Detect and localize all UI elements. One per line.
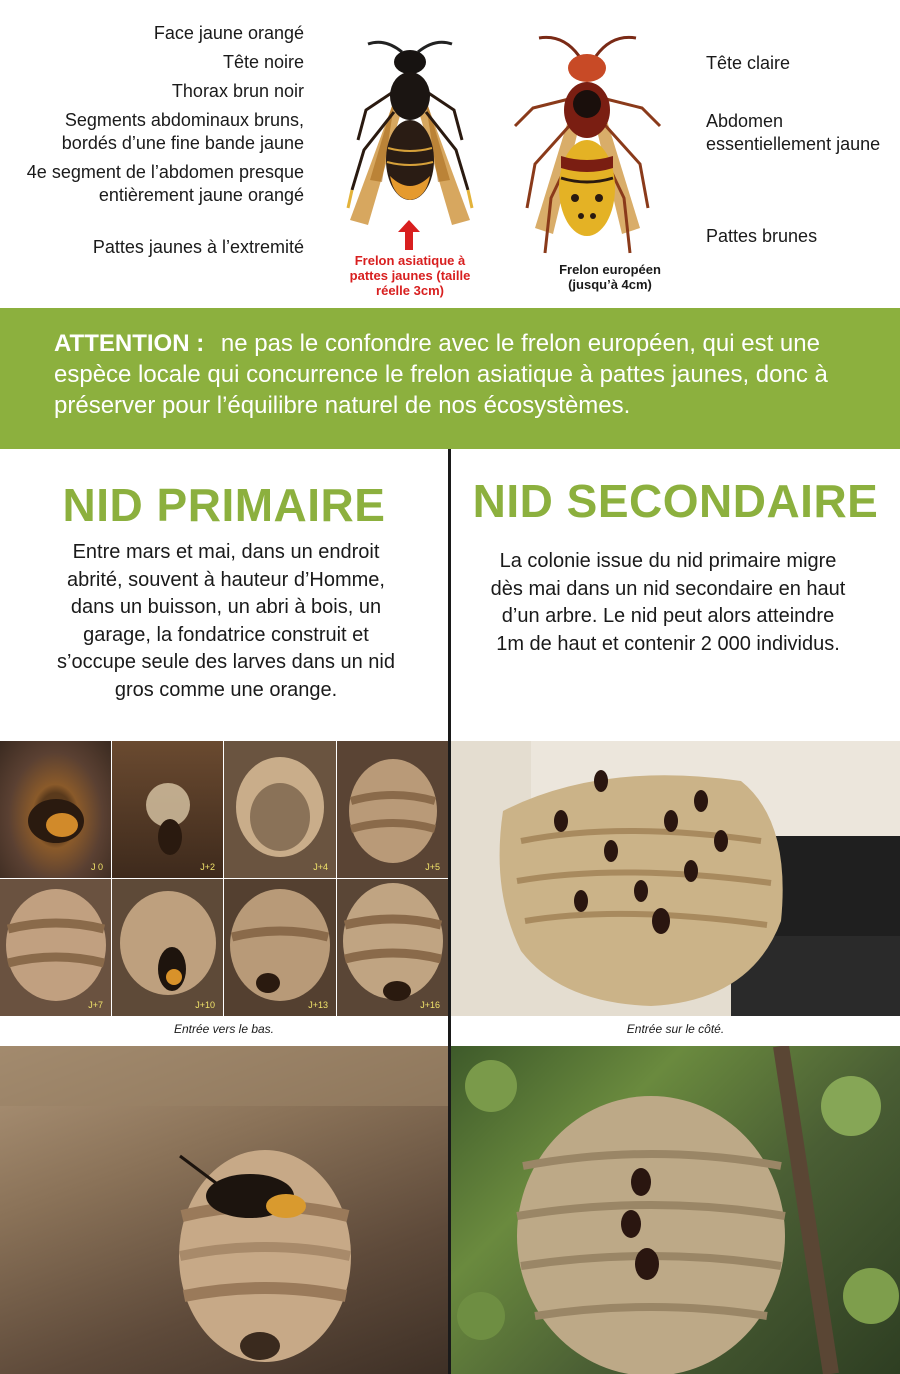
grid-photo-day-5 <box>337 741 448 878</box>
grid-label: J+13 <box>308 1000 328 1010</box>
arrow-up-icon <box>398 220 420 250</box>
trait-head: Tête noire <box>222 52 304 72</box>
asian-hornet-image <box>330 30 490 240</box>
grid-photo-day-16 <box>337 879 448 1016</box>
trait-thorax: Thorax brun noir <box>171 81 304 101</box>
grid-label: J+5 <box>425 862 440 872</box>
trait-light-head: Tête claire <box>706 53 791 73</box>
grid-photo-day-13 <box>224 879 336 1016</box>
primary-nest-photo-caption: Entrée vers le bas. <box>173 1022 275 1036</box>
european-hornet-image <box>505 28 670 258</box>
grid-photo-day-2 <box>112 741 223 878</box>
grid-photo-day-0 <box>0 741 111 878</box>
grid-label: J+4 <box>313 862 328 872</box>
secondary-nest-photo-caption: Entrée sur le côté. <box>626 1022 725 1036</box>
secondary-nest-photo-side-entry <box>451 741 900 1016</box>
grid-label: J+16 <box>420 1000 440 1010</box>
grid-label: J+7 <box>88 1000 103 1010</box>
secondary-nest-tree-photo <box>451 1046 900 1374</box>
grid-photo-day-4 <box>224 741 336 878</box>
european-hornet-caption: Frelon européen (jusqu’à 4cm) <box>559 262 661 292</box>
attention-label: ATTENTION : <box>54 330 205 357</box>
trait-4th-segment: 4e segment de l’abdomen presque entièrement jaune orangé <box>26 162 304 205</box>
attention-text: ne pas le confondre avec le frelon européen, qui est une espèce locale qui concurrence le frelon asiatique à pattes jaunes, donc à préserver pour l’équilibre naturel de nos écosystèmes. <box>54 330 828 419</box>
primary-nest-description: Entre mars et mai, dans un endroit abrité, souvent à hauteur d’Homme, dans un buisson, un abri à bois, un garage, la fondatrice construit et s’occupe seule des larves dans un nid gros comme une orange. <box>57 541 395 701</box>
trait-segments: Segments abdominaux bruns, bordés d’une fine bande jaune <box>61 110 304 153</box>
grid-photo-day-7 <box>0 879 111 1016</box>
primary-nest-photo <box>0 1046 448 1374</box>
asian-hornet-caption: Frelon asiatique à pattes jaunes (taille réelle 3cm) <box>349 253 471 298</box>
secondary-nest-title: NID SECONDAIRE <box>472 475 879 527</box>
grid-label: J 0 <box>90 862 103 872</box>
trait-face: Face jaune orangé <box>153 23 304 43</box>
grid-photo-day-10 <box>112 879 223 1016</box>
hornet-comparison <box>0 0 900 308</box>
trait-yellow-abdomen: Abdomen essentiellement jaune <box>706 111 881 154</box>
primary-nest-title: NID PRIMAIRE <box>62 479 386 531</box>
grid-label: J+10 <box>195 1000 215 1010</box>
attention-banner <box>0 308 900 449</box>
trait-legs: Pattes jaunes à l’extremité <box>92 237 304 257</box>
trait-brown-legs: Pattes brunes <box>706 226 818 246</box>
grid-label: J+2 <box>200 862 215 872</box>
asian-hornet-traits <box>20 22 304 259</box>
secondary-nest-description: La colonie issue du nid primaire migre dès mai dans un nid secondaire en haut d’un arbre. Le nid peut alors atteindre 1m de haut et contenir 2 000 individus. <box>490 550 846 655</box>
